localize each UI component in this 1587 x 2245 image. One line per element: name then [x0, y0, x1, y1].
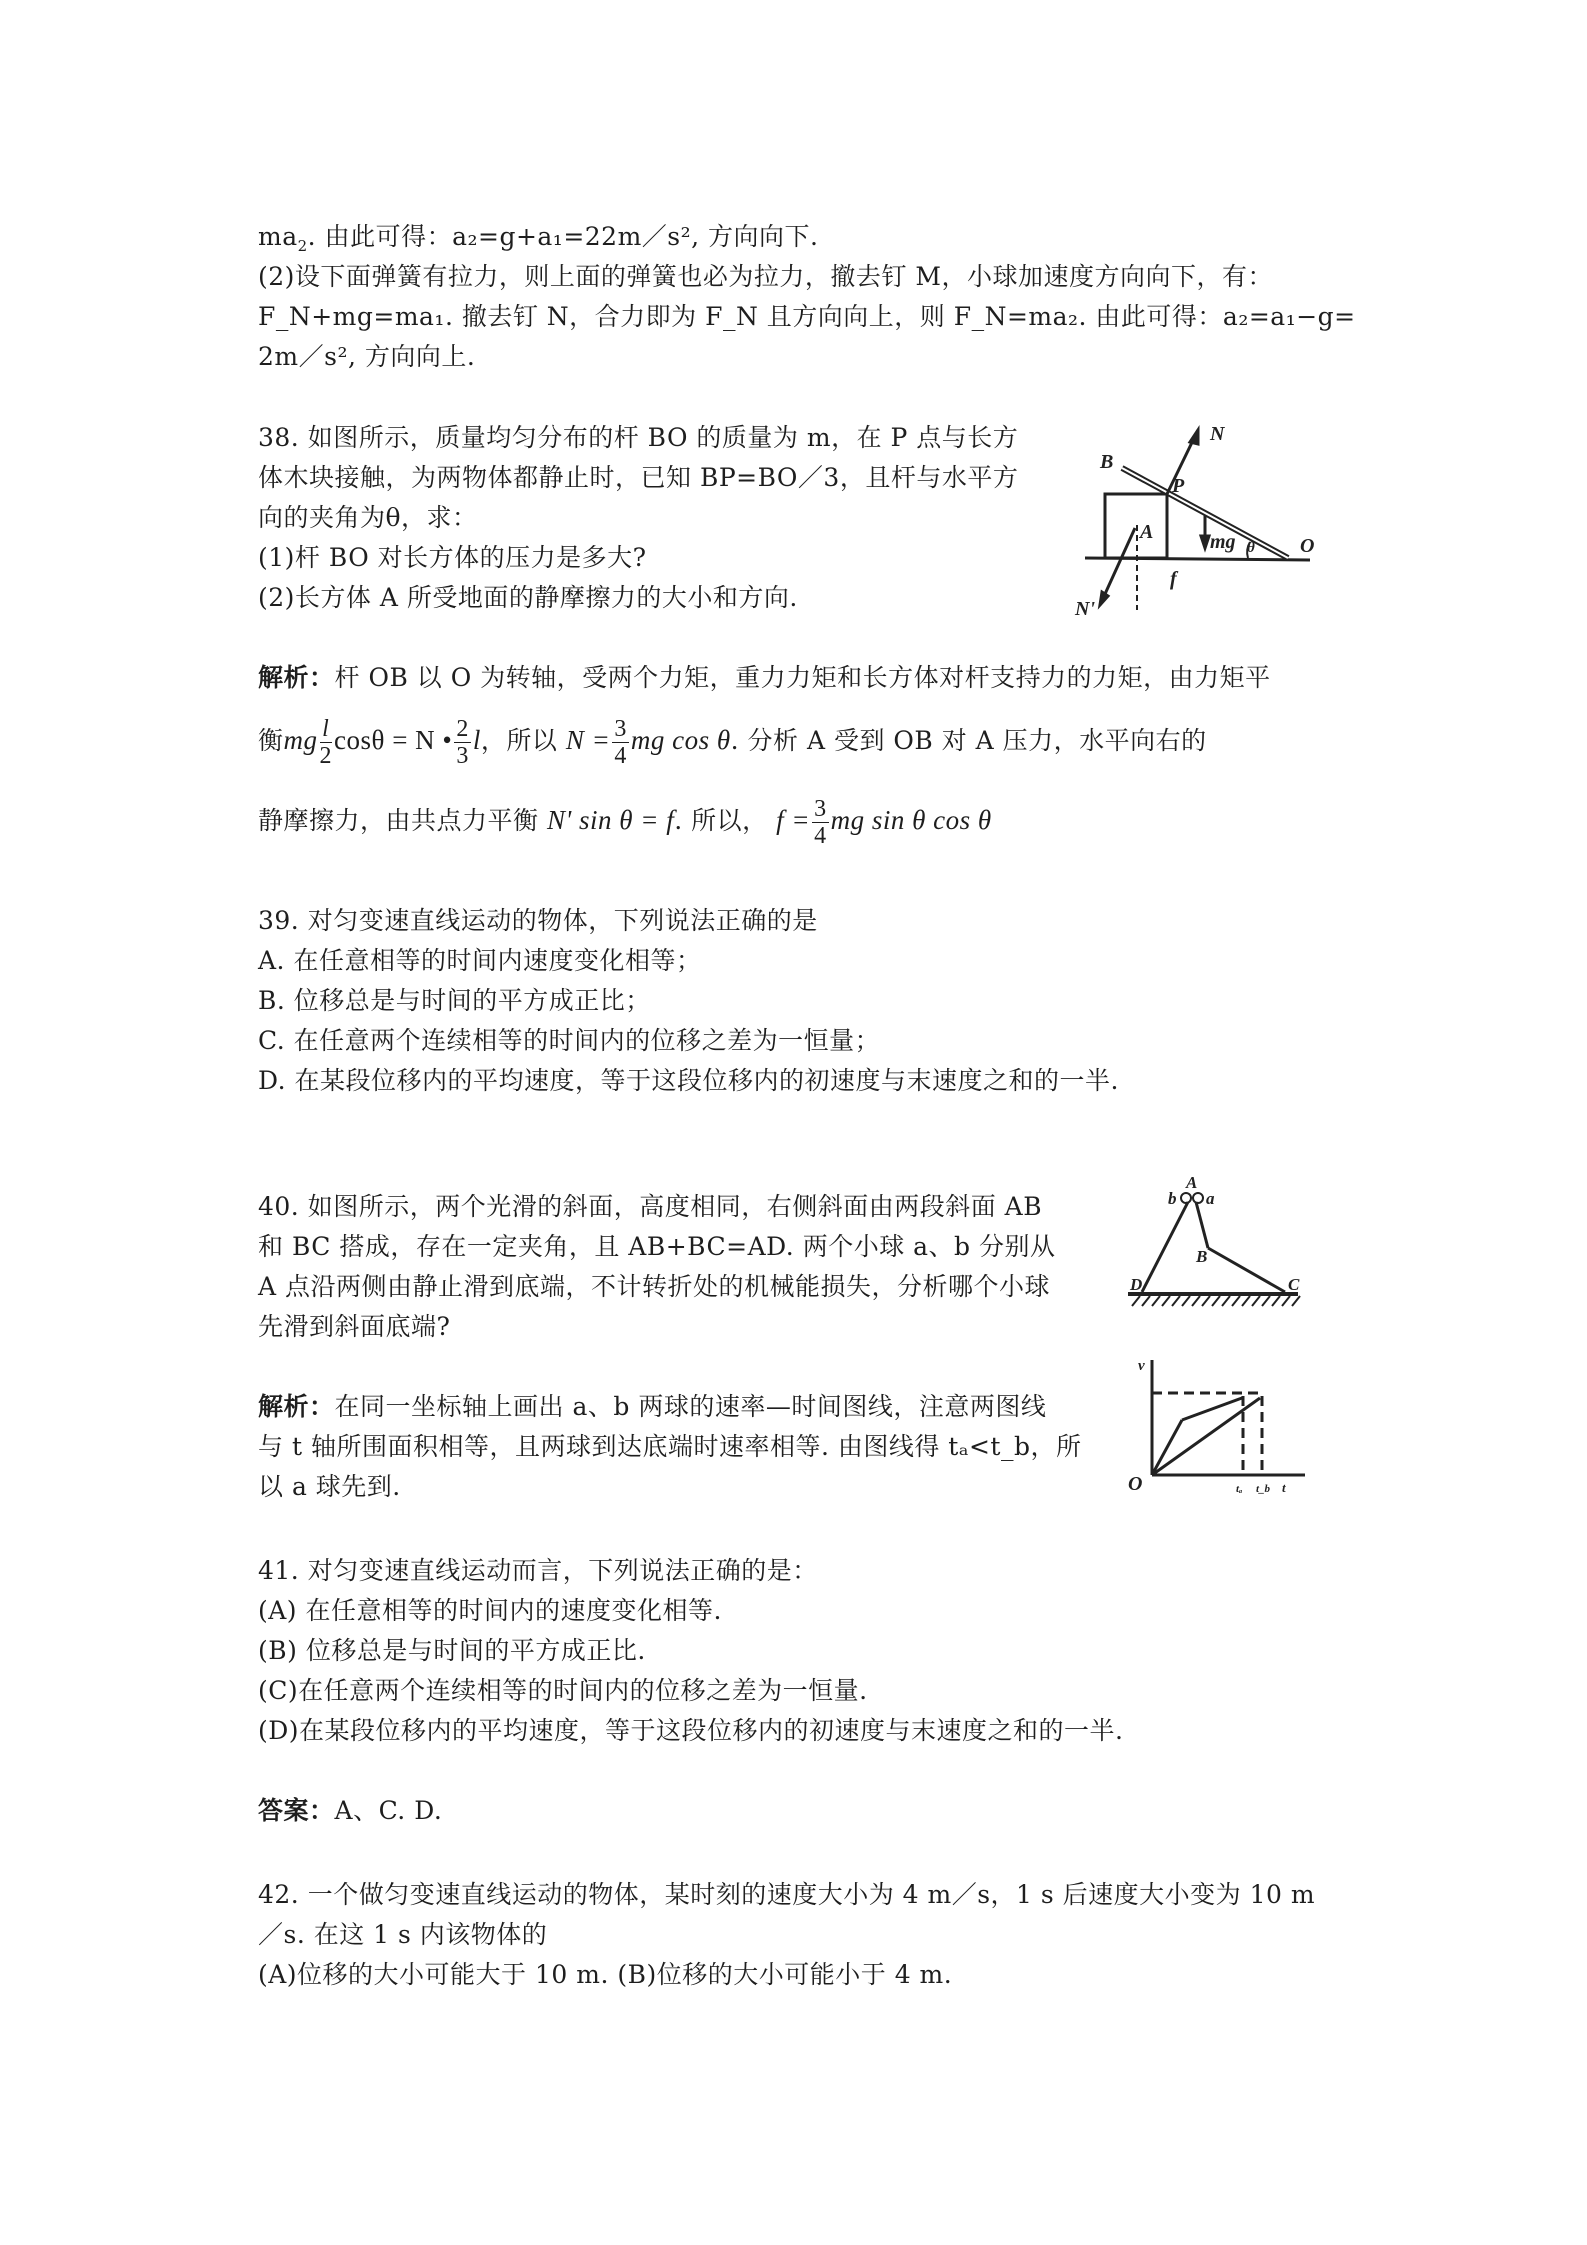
q40-analysis-line-1: 解析：在同一坐标轴上画出 a、b 两球的速率—时间图线，注意两图线	[258, 1392, 1047, 1421]
analysis-label: 解析：	[258, 1392, 335, 1421]
svg-text:a: a	[1206, 1189, 1215, 1208]
prev-answer-line-3: F_N+mg=ma₁. 撤去钉 N，合力即为 F_N 且方向向上，则 F_N=ma₂. 由此可得：a₂=a₁−g=	[258, 302, 1356, 331]
q40-analysis-line-3: 以 a 球先到.	[258, 1472, 401, 1501]
svg-text:t: t	[1282, 1480, 1286, 1495]
q40-analysis-line-2: 与 t 轴所围面积相等，且两球到达底端时速率相等. 由图线得 tₐ<t_b，所	[258, 1432, 1082, 1461]
q39-option-d: D. 在某段位移内的平均速度，等于这段位移内的初速度与末速度之和的一半.	[258, 1066, 1119, 1095]
q40-stem-line-2: 和 BC 搭成，存在一定夹角，且 AB+BC=AD. 两个小球 a、b 分别从	[258, 1232, 1056, 1261]
q41-option-b: (B) 位移总是与时间的平方成正比.	[258, 1636, 646, 1665]
q40-stem-line-4: 先滑到斜面底端?	[258, 1312, 451, 1341]
q38-sub-question-1: (1)杆 BO 对长方体的压力是多大?	[258, 543, 647, 572]
equation-friction: f = $\frac{3}{4}$ mg sin θ cos θ	[776, 796, 992, 850]
svg-text:θ: θ	[1247, 540, 1255, 556]
q40-velocity-time-graph	[1110, 1340, 1330, 1510]
q42-options-line: (A)位移的大小可能大于 10 m. (B)位移的大小可能小于 4 m.	[258, 1960, 953, 1989]
q41-option-c: (C)在任意两个连续相等的时间内的位移之差为一恒量.	[258, 1676, 868, 1705]
q38-stem-line-1: 38. 如图所示，质量均匀分布的杆 BO 的质量为 m，在 P 点与长方	[258, 423, 1019, 452]
svg-text:A: A	[1140, 521, 1154, 543]
q38-analysis-line-2: 衡mg $\frac{l}{2}$ cosθ = N • $\frac{2}{3}$ l，所以 N = $\frac{3}{4}$ mg cos θ. 分析 A 受到 OB 对 A 压力，水平向右的	[258, 716, 1207, 770]
svg-text:v: v	[1138, 1358, 1145, 1374]
q38-stem-line-3: 向的夹角为θ，求：	[258, 503, 478, 532]
svg-text:B: B	[1100, 451, 1114, 473]
svg-text:B: B	[1196, 1247, 1208, 1266]
answer-label: 答案：	[258, 1796, 335, 1825]
q41-answer: 答案：A、C. D.	[258, 1796, 443, 1825]
svg-text:C: C	[1288, 1275, 1300, 1294]
prev-answer-line-1: $ma_2$. 由此可得：a₂=g+a₁=22m／s², 方向向下.	[258, 222, 819, 255]
svg-text:P: P	[1172, 475, 1185, 497]
q39-option-c: C. 在任意两个连续相等的时间内的位移之差为一恒量；	[258, 1026, 881, 1055]
svg-text:D: D	[1130, 1275, 1143, 1294]
svg-text:O: O	[1128, 1473, 1143, 1495]
q39-option-a: A. 在任意相等的时间内速度变化相等；	[258, 946, 702, 975]
q42-stem-line-1: 42. 一个做匀变速直线运动的物体，某时刻的速度大小为 4 m／s，1 s 后速度大小变为 10 m	[258, 1880, 1316, 1909]
svg-text:f: f	[1170, 568, 1177, 590]
equation-torque-balance: mg $\frac{l}{2}$ cosθ = N • $\frac{2}{3}$ l	[283, 716, 481, 770]
svg-text:O: O	[1300, 535, 1315, 557]
svg-text:tₐ: tₐ	[1236, 1483, 1243, 1495]
q41-stem: 41. 对匀变速直线运动而言，下列说法正确的是：	[258, 1556, 818, 1585]
q38-analysis-line-1: 解析：杆 OB 以 O 为转轴，受两个力矩，重力力矩和长方体对杆支持力的力矩，由力矩平	[258, 663, 1271, 692]
q41-option-a: (A) 在任意相等的时间内的速度变化相等.	[258, 1596, 722, 1625]
q42-stem-line-2: ／s. 在这 1 s 内该物体的	[258, 1920, 548, 1949]
q38-stem-line-2: 体木块接触，为两物体都静止时，已知 BP=BO／3，且杆与水平方	[258, 463, 1019, 492]
equation-normal-force: N = $\frac{3}{4}$ mg cos θ	[565, 716, 731, 770]
prev-answer-line-2: (2)设下面弹簧有拉力，则上面的弹簧也必为拉力，撤去钉 M，小球加速度方向向下，有：	[258, 262, 1273, 291]
svg-text:b: b	[1168, 1189, 1177, 1208]
equation-force-balance: N' sin θ = f	[546, 805, 675, 835]
q40-incline-diagram	[1110, 1160, 1320, 1330]
svg-text:N: N	[1210, 423, 1225, 445]
svg-text:N': N'	[1075, 598, 1095, 620]
q39-option-b: B. 位移总是与时间的平方成正比；	[258, 986, 651, 1015]
svg-text:A: A	[1186, 1173, 1198, 1192]
prev-answer-line-4: 2m／s², 方向向上.	[258, 342, 476, 371]
q38-analysis-line-3: 静摩擦力，由共点力平衡 N' sin θ = f. 所以， f = $\frac{3}{4}$ mg sin θ cos θ	[258, 796, 992, 850]
q40-stem-line-3: A 点沿两侧由静止滑到底端，不计转折处的机械能损失，分析哪个小球	[258, 1272, 1051, 1301]
q41-option-d: (D)在某段位移内的平均速度，等于这段位移内的初速度与末速度之和的一半.	[258, 1716, 1124, 1745]
svg-text:mg: mg	[1210, 531, 1236, 553]
q38-rod-block-diagram	[1070, 410, 1330, 620]
svg-text:t_b: t_b	[1256, 1483, 1271, 1495]
q40-stem-line-1: 40. 如图所示，两个光滑的斜面，高度相同，右侧斜面由两段斜面 AB	[258, 1192, 1043, 1221]
analysis-label: 解析：	[258, 663, 335, 692]
q38-sub-question-2: (2)长方体 A 所受地面的静摩擦力的大小和方向.	[258, 583, 798, 612]
q39-stem: 39. 对匀变速直线运动的物体，下列说法正确的是	[258, 906, 818, 935]
